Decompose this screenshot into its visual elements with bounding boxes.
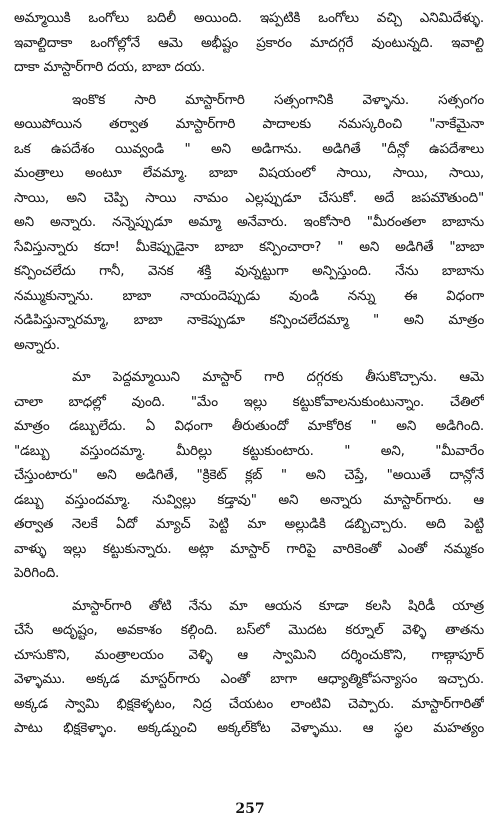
- text-line: వాళ్ళు ఇల్లు కట్టుకున్నారు. అట్లా మాస్టార్ గారిపై వారికెంతో ఎంతో నమ్మకం: [14, 540, 484, 557]
- text-line: పెరిగింది.: [14, 565, 60, 581]
- text-line: మాస్టార్‌గారి తోటి నేను మా ఆయన కూడా కలసి షిరిడీ యాత్ర: [72, 597, 484, 614]
- paragraph: [14, 6, 484, 80]
- text-line: ఇంకొక సారి మాస్టార్‌గారి సత్సంగానికి వెళ్ళాను. సత్సంగం: [72, 91, 484, 108]
- text-line: మంత్రాలు అంటూ లేవమ్మా. బాబా విషయంలో సాయి, సాయి, సాయి,: [14, 165, 484, 181]
- text-line: "డబ్బు వస్తుందమ్మా. మీరిల్లు కట్టుకుంటారు. " అని, "మీవారేం: [14, 442, 484, 459]
- paragraph: [14, 88, 484, 358]
- text-line: నమ్ముకున్నాను. బాబా నాయందెప్పుడు వుండి నన్ను ఈ విధంగా: [14, 287, 484, 304]
- text-line: చేసే అదృష్టం, అవకాశం కల్గింది. బస్‌లో మొదట కర్నూల్ వెళ్ళి తాతను: [14, 622, 484, 638]
- text-line: మాత్రం డబ్బులేదు. ఏ విధంగా తీరుతుందో మాకోరిక " అని అడిగింది.: [14, 418, 484, 434]
- text-line: పాటు భిక్షకెళ్ళాం. అక్కడ్నుంచి అక్కల్‌కోట వెళ్ళాము. ఆ స్థల మహత్యం: [14, 720, 484, 736]
- text-line: అయిపోయిన తర్వాత మాస్టార్‌గారి పాదాలకు నమస్కరించి "నాకేమైనా: [14, 116, 484, 132]
- text-line: నడిపిస్తున్నారమ్మా, బాబా నాకెప్పుడూ కన్పించలేదమ్మా " అని మాత్రం: [14, 312, 484, 328]
- text-line: సాయి, అని చెప్పి సాయి నామం ఎల్లప్పుడూ చేసుకో. అదే జపమౌతుంది": [14, 189, 484, 206]
- text-line: వెళ్ళాము. అక్కడ మాస్టర్‌గారు ఎంతో బాగా ఆధ్యాత్మికోపన్యాసం ఇచ్చారు.: [14, 671, 484, 687]
- text-line: మా పెద్దమ్మాయిని మాస్టార్ గారి దగ్గరకు తీసుకొచ్చాను. ఆమె: [72, 369, 484, 385]
- text-line: చూసుకొని, మంత్రాలయం వెళ్ళి ఆ స్వామిని దర్శించుకొని, గాణ్గాపూర్: [14, 646, 484, 663]
- text-line: తర్వాత నెలకే ఏదో మ్యాచ్ పెట్టి మా అల్లుడికి డబ్బిచ్చారు. అది పెట్టి: [14, 516, 484, 532]
- text-line: అన్నారు.: [14, 336, 60, 353]
- paragraph-gap: [14, 80, 484, 88]
- text-line: అమ్మాయికి ఒంగోలు బదిలీ అయింది. ఇప్పటికి ఒంగోలు వచ్చి ఎనిమిదేళ్ళు.: [14, 10, 484, 26]
- paragraph: [14, 594, 484, 741]
- text-line: ఒక ఉపదేశం యివ్వండి " అని అడిగాను. అడిగితే "దీన్లో ఉపదేశాలు: [14, 140, 484, 157]
- paragraph-gap: [14, 357, 484, 365]
- body-text: [14, 6, 484, 741]
- text-line: డబ్బు వస్తుందమ్మా. నువ్విల్లు కడ్తావు" అని అన్నారు మాస్టార్‌గారు. ఆ: [14, 491, 484, 508]
- text-line: చాలా బాధల్లో వుంది. "మేం ఇల్లు కట్టుకోవాలనుకుంటున్నాం. చేతిలో: [14, 393, 484, 410]
- text-line: అక్కడ స్వామి భిక్షకెళ్ళటం, నిద్ర చేయటం లాంటివి చెప్పారు. మాస్టార్‌గారితో: [14, 695, 484, 712]
- text-line: ఇవాల్టిదాకా ఒంగోల్లోనే ఆమె అభీష్టం ప్రకారం మాదగ్గరే వుంటున్నది. ఇవాల్టి: [14, 34, 484, 51]
- paragraph: [14, 365, 484, 586]
- paragraph-gap: [14, 586, 484, 594]
- text-line: చేస్తుంటారు" అని అడిగితే, "క్రికెట్ క్లబ్ " అని చెప్తే, "అయితే దాన్లోనే: [14, 467, 484, 483]
- text-line: దాకా మాస్టార్‌గారి దయ, బాబా దయ.: [14, 59, 206, 75]
- text-line: సేవిస్తున్నారు కదా! మీకెప్పుడైనా బాబా కన్పించారా? " అని అడిగితే "బాబా: [14, 238, 484, 255]
- page-number: 257: [235, 801, 265, 817]
- text-line: అని అన్నారు. నన్నెప్పుడూ అమ్మా అనేవారు. ఇంకోసారి "మీరంతలా బాబాను: [14, 214, 484, 230]
- text-line: కన్పించలేదు గానీ, వెనక శక్తి వున్నట్టుగా అన్పిస్తుంది. నేను బాబాను: [14, 263, 484, 279]
